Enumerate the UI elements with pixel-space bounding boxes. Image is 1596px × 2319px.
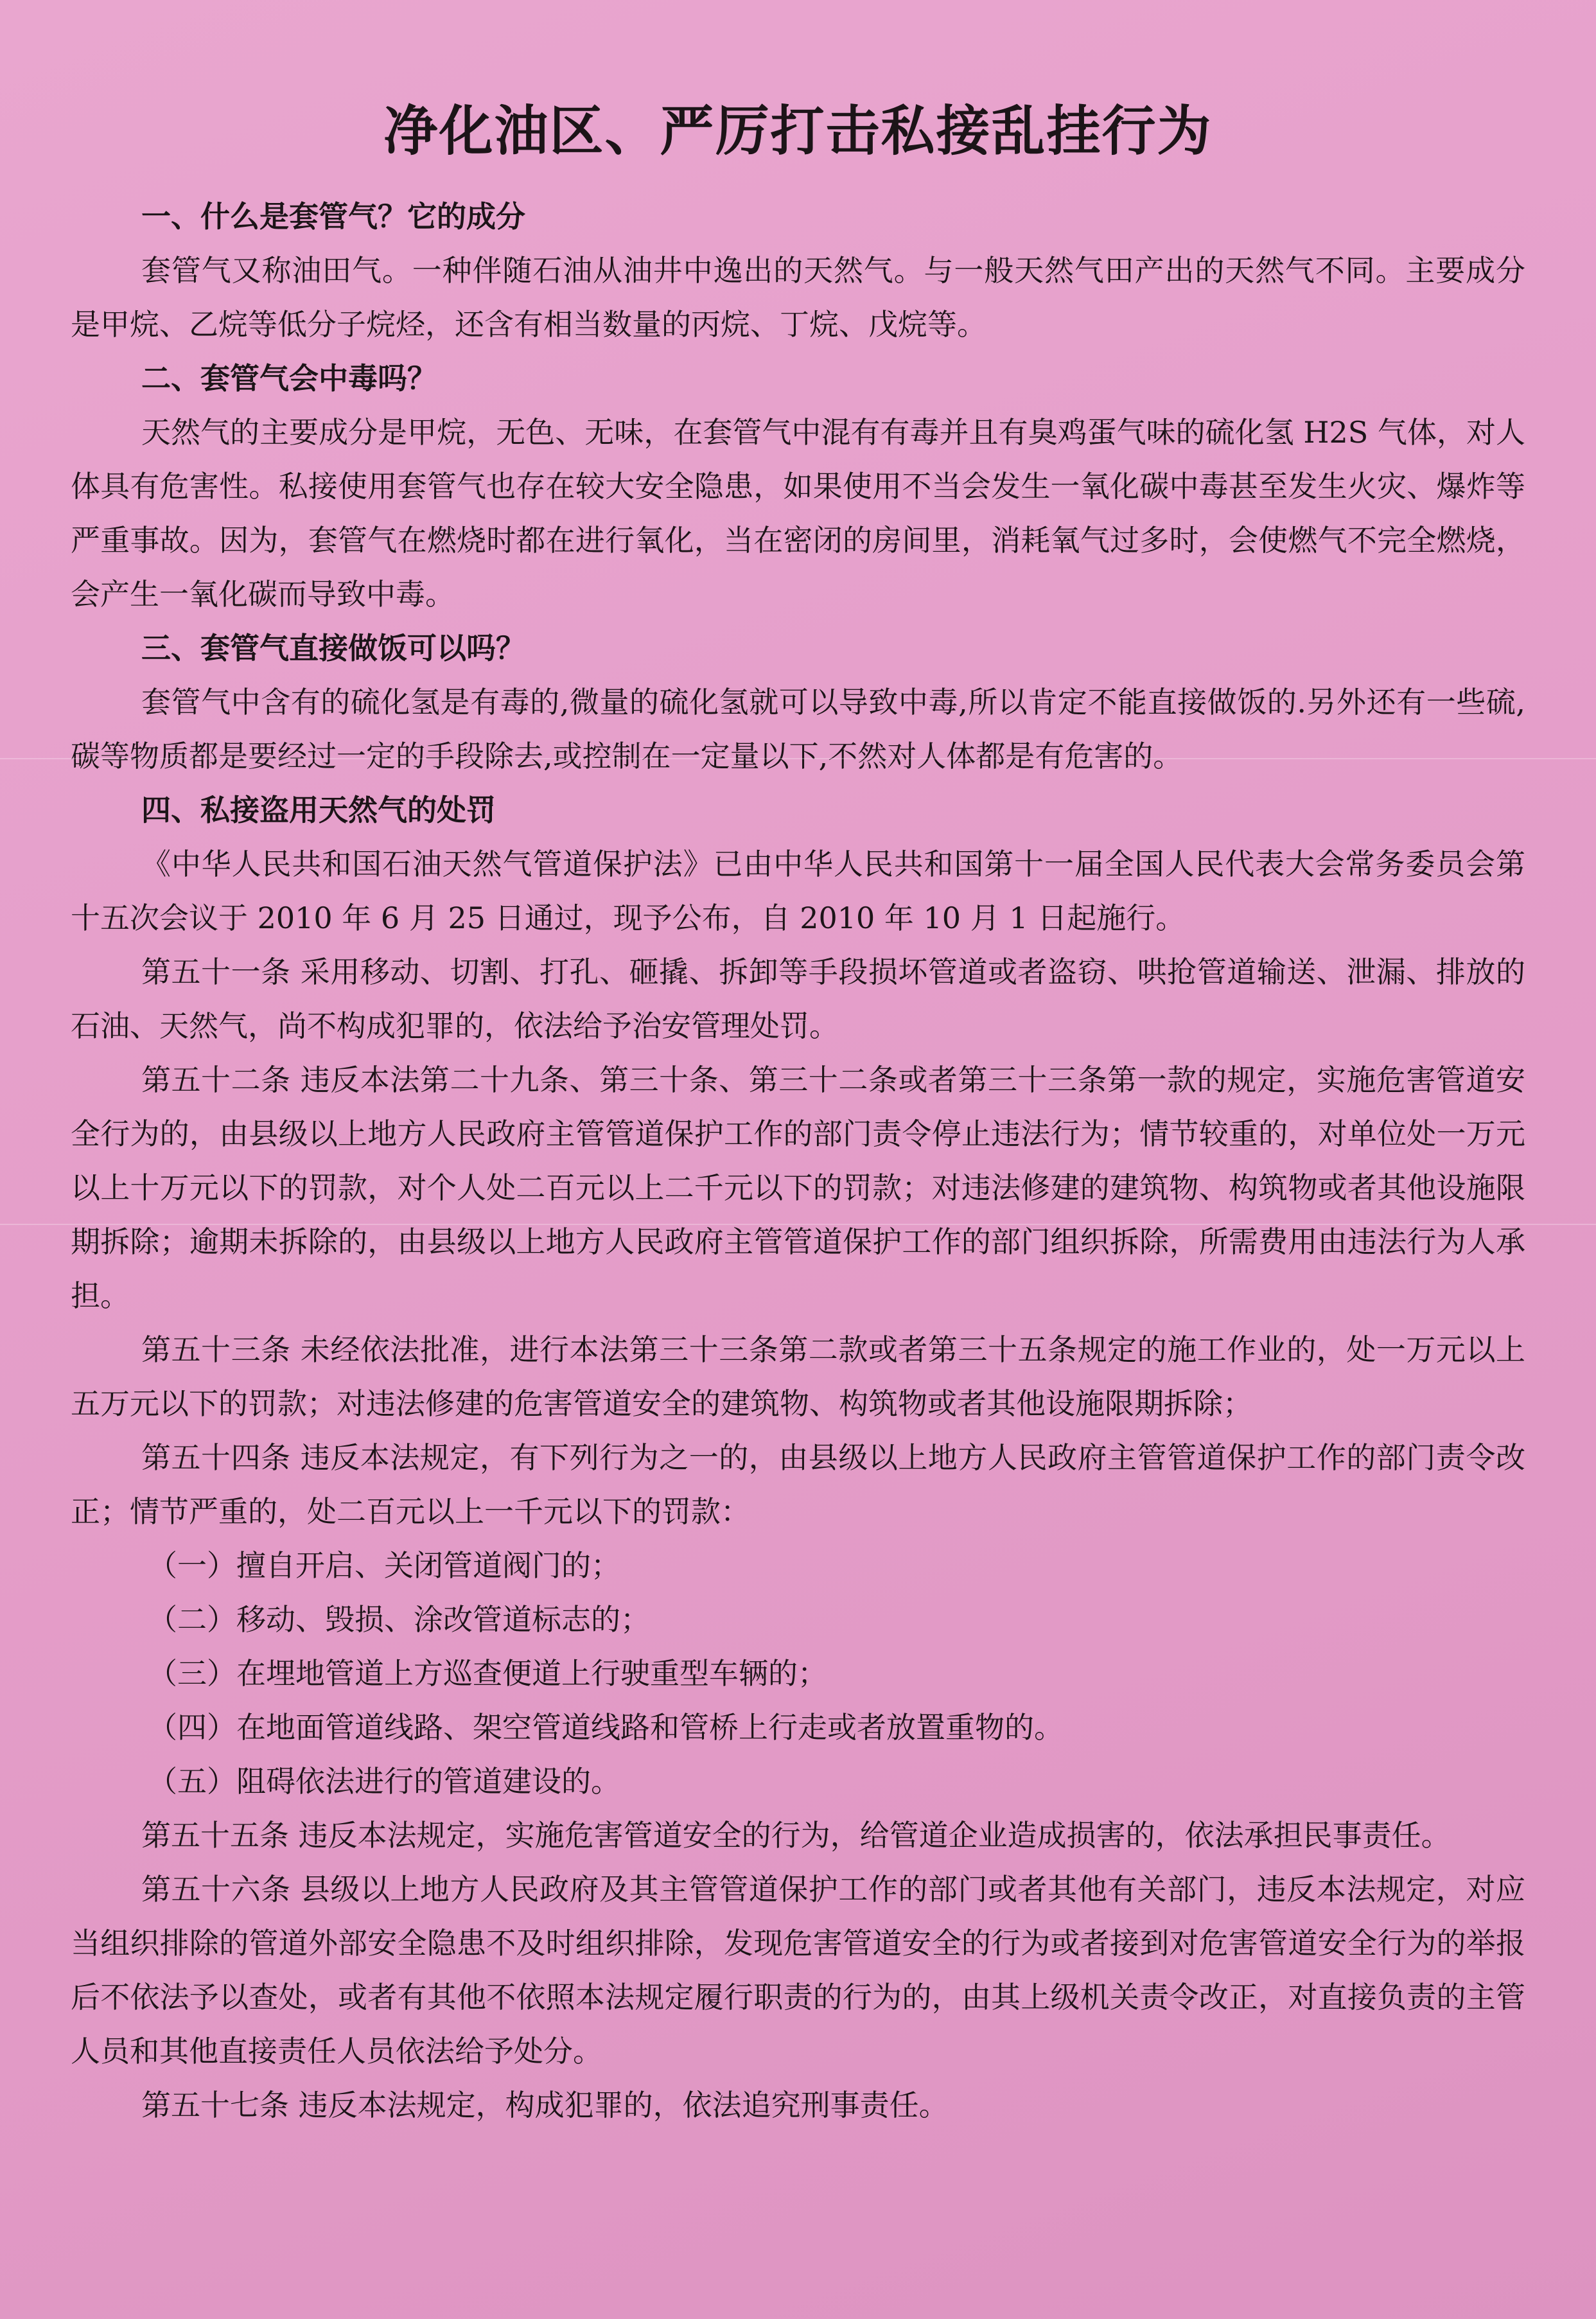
- paper-fold-line: [0, 1224, 1596, 1225]
- document-title: 净化油区、严厉打击私接乱挂行为: [383, 100, 1213, 163]
- list-item: （二）移动、毁损、涂改管道标志的；: [148, 1602, 650, 1637]
- article-53: 第五十三条 未经依法批准，进行本法第三十三条第二款或者第三十五条规定的施工作业的，处一万元以上五万元以下的罚款；对违法修建的危害管道安全的建筑物、构筑物或者其他设施限期拆除；: [71, 1332, 1525, 1422]
- article-55: 第五十五条 违反本法规定，实施危害管道安全的行为，给管道企业造成损害的，依法承担民事责任。: [141, 1818, 1451, 1853]
- article-54: 第五十四条 违反本法规定，有下列行为之一的，由县级以上地方人民政府主管管道保护工作的部门责令改正；情节严重的，处二百元以上一千元以下的罚款：: [71, 1440, 1525, 1530]
- article-52: 第五十二条 违反本法第二十九条、第三十条、第三十二条或者第三十三条第一款的规定，实施危害管道安全行为的，由县级以上地方人民政府主管管道保护工作的部门责令停止违法行为；情节较重的，对单位处一万元以上十万元以下的罚款，对个人处二百元以上二千元以下的罚款；对违法修建的建筑物、构筑物或者其他设施限期拆除；逾期未拆除的，由县级以上地方人民政府主管管道保护工作的部门组织拆除，所需费用由违法行为人承担。: [71, 1063, 1525, 1314]
- article-57: 第五十七条 违反本法规定，构成犯罪的，依法追究刑事责任。: [141, 2088, 949, 2123]
- paper-fold-line: [0, 758, 1596, 759]
- article-51: 第五十一条 采用移动、切割、打孔、砸撬、拆卸等手段损坏管道或者盗窃、哄抢管道输送、泄漏、排放的石油、天然气，尚不构成犯罪的，依法给予治安管理处罚。: [71, 955, 1525, 1044]
- list-item: （一）擅自开启、关闭管道阀门的；: [148, 1548, 620, 1583]
- paragraph: 套管气中含有的硫化氢是有毒的,微量的硫化氢就可以导致中毒,所以肯定不能直接做饭的.另外还有一些硫,碳等物质都是要经过一定的手段除去,或控制在一定量以下,不然对人体都是有危害的。: [71, 685, 1525, 774]
- section-heading: 二、套管气会中毒吗？: [141, 361, 437, 396]
- section-heading: 四、私接盗用天然气的处罚: [141, 793, 496, 828]
- paragraph: 套管气又称油田气。一种伴随石油从油井中逸出的天然气。与一般天然气田产出的天然气不同。主要成分是甲烷、乙烷等低分子烷烃，还含有相当数量的丙烷、丁烷、戊烷等。: [71, 253, 1525, 342]
- list-item: （三）在埋地管道上方巡查便道上行驶重型车辆的；: [148, 1656, 827, 1691]
- law-intro-paragraph: 《中华人民共和国石油天然气管道保护法》已由中华人民共和国第十一届全国人民代表大会常务委员会第十五次会议于 2010 年 6 月 25 日通过，现予公布，自 2010 年 10 月 1 日起施行。: [71, 847, 1525, 936]
- list-item: （五）阻碍依法进行的管道建设的。: [148, 1764, 620, 1799]
- article-56: 第五十六条 县级以上地方人民政府及其主管管道保护工作的部门或者其他有关部门，违反本法规定，对应当组织排除的管道外部安全隐患不及时组织排除，发现危害管道安全的行为或者接到对危害管道安全行为的举报后不依法予以查处，或者有其他不依照本法规定履行职责的行为的，由其上级机关责令改正，对直接负责的主管人员和其他直接责任人员依法给予处分。: [71, 1872, 1525, 2069]
- list-item: （四）在地面管道线路、架空管道线路和管桥上行走或者放置重物的。: [148, 1710, 1064, 1745]
- section-4: [71, 783, 1525, 2132]
- section-heading: 三、套管气直接做饭可以吗？: [141, 631, 525, 666]
- section-2: [71, 351, 1525, 621]
- section-1: [71, 190, 1525, 351]
- paragraph: 天然气的主要成分是甲烷，无色、无味，在套管气中混有有毒并且有臭鸡蛋气味的硫化氢 H2S 气体，对人体具有危害性。私接使用套管气也存在较大安全隐患，如果使用不当会发生一氧化碳中毒甚至发生火灾、爆炸等严重事故。因为，套管气在燃烧时都在进行氧化，当在密闭的房间里，消耗氧气过多时，会使燃气不完全燃烧，会产生一氧化碳而导致中毒。: [71, 415, 1525, 612]
- section-heading: 一、什么是套管气？它的成分: [141, 199, 525, 234]
